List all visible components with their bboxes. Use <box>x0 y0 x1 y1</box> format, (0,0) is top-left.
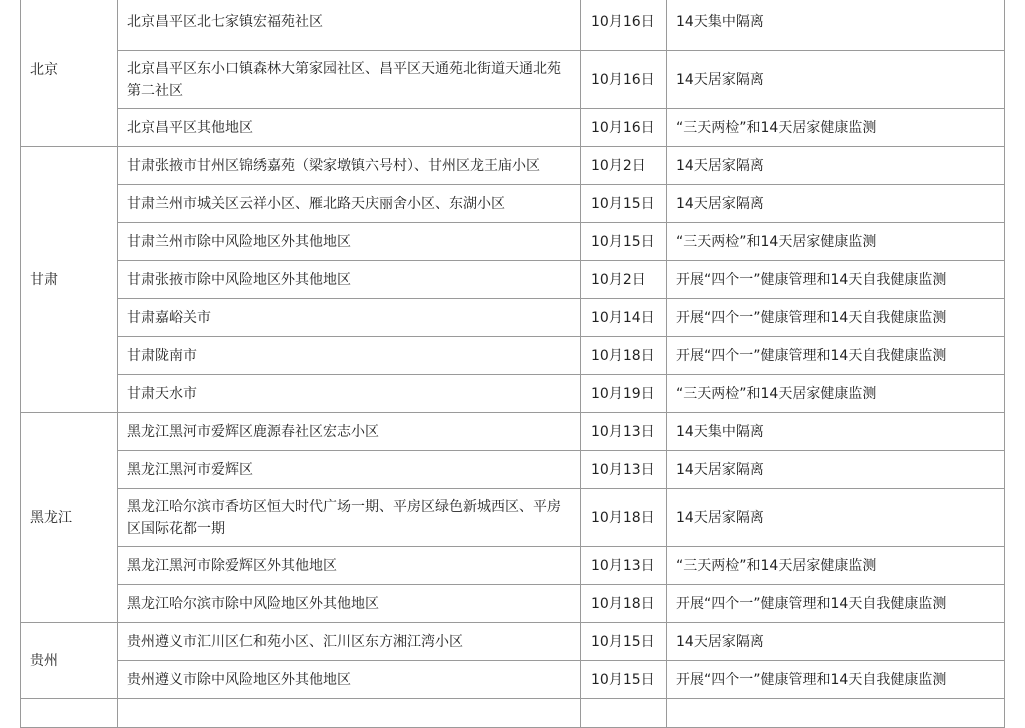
date-cell: 10月16日 <box>581 51 667 109</box>
date-cell: 10月16日 <box>581 109 667 147</box>
area-cell: 北京昌平区东小口镇森林大第家园社区、昌平区天通苑北街道天通北苑第二社区 <box>118 51 581 109</box>
table-row <box>21 147 1005 185</box>
table-row <box>21 413 1005 451</box>
measure-cell: 14天居家隔离 <box>667 147 1005 185</box>
table-row <box>21 0 1005 51</box>
area-cell: 贵州遵义市除中风险地区外其他地区 <box>118 661 581 699</box>
area-cell: 北京昌平区北七家镇宏福苑社区 <box>118 0 581 51</box>
table-row <box>21 299 1005 337</box>
province-cell: 贵州 <box>21 623 118 699</box>
table-row <box>21 337 1005 375</box>
measure-cell: 14天集中隔离 <box>667 0 1005 51</box>
table-row <box>21 223 1005 261</box>
area-cell: 黑龙江哈尔滨市香坊区恒大时代广场一期、平房区绿色新城西区、平房区国际花都一期 <box>118 489 581 547</box>
measure-cell: “三天两检”和14天居家健康监测 <box>667 223 1005 261</box>
area-cell: 黑龙江哈尔滨市除中风险地区外其他地区 <box>118 585 581 623</box>
area-cell: 黑龙江黑河市爱辉区 <box>118 451 581 489</box>
area-cell: 甘肃兰州市城关区云祥小区、雁北路天庆丽舍小区、东湖小区 <box>118 185 581 223</box>
measure-cell: 开展“四个一”健康管理和14天自我健康监测 <box>667 661 1005 699</box>
risk-area-table <box>20 0 1005 728</box>
date-cell: 10月18日 <box>581 585 667 623</box>
province-cell: 黑龙江 <box>21 413 118 623</box>
area-cell: 黑龙江黑河市除爱辉区外其他地区 <box>118 547 581 585</box>
measure-cell: 14天居家隔离 <box>667 185 1005 223</box>
table-row <box>21 109 1005 147</box>
date-cell: 10月15日 <box>581 623 667 661</box>
measure-cell: 14天居家隔离 <box>667 489 1005 547</box>
table-row <box>21 375 1005 413</box>
measure-cell: 开展“四个一”健康管理和14天自我健康监测 <box>667 337 1005 375</box>
date-cell: 10月19日 <box>581 375 667 413</box>
area-cell: 贵州遵义市汇川区仁和苑小区、汇川区东方湘江湾小区 <box>118 623 581 661</box>
date-cell: 10月18日 <box>581 337 667 375</box>
date-cell: 10月14日 <box>581 299 667 337</box>
province-cell: 北京 <box>21 0 118 147</box>
date-cell: 10月13日 <box>581 413 667 451</box>
measure-cell: 开展“四个一”健康管理和14天自我健康监测 <box>667 585 1005 623</box>
date-cell: 10月18日 <box>581 489 667 547</box>
date-cell: 10月15日 <box>581 661 667 699</box>
date-cell: 10月2日 <box>581 261 667 299</box>
area-cell: 甘肃张掖市除中风险地区外其他地区 <box>118 261 581 299</box>
table-row <box>21 623 1005 661</box>
area-cell: 甘肃兰州市除中风险地区外其他地区 <box>118 223 581 261</box>
date-cell: 10月15日 <box>581 223 667 261</box>
area-cell: 甘肃天水市 <box>118 375 581 413</box>
date-cell: 10月13日 <box>581 547 667 585</box>
area-cell: 甘肃嘉峪关市 <box>118 299 581 337</box>
measure-cell: 开展“四个一”健康管理和14天自我健康监测 <box>667 261 1005 299</box>
measure-cell: 14天集中隔离 <box>667 413 1005 451</box>
area-cell: 黑龙江黑河市爱辉区鹿源春社区宏志小区 <box>118 413 581 451</box>
date-cell: 10月15日 <box>581 185 667 223</box>
table-row <box>21 451 1005 489</box>
measure-cell: “三天两检”和14天居家健康监测 <box>667 375 1005 413</box>
date-cell: 10月2日 <box>581 147 667 185</box>
date-cell: 10月16日 <box>581 0 667 51</box>
area-cell: 甘肃陇南市 <box>118 337 581 375</box>
province-cell: 甘肃 <box>21 147 118 413</box>
measure-cell: 14天居家隔离 <box>667 623 1005 661</box>
date-cell: 10月13日 <box>581 451 667 489</box>
table-row <box>21 185 1005 223</box>
measure-cell: 14天居家隔离 <box>667 51 1005 109</box>
area-cell: 甘肃张掖市甘州区锦绣嘉苑（梁家墩镇六号村）、甘州区龙王庙小区 <box>118 147 581 185</box>
table-row <box>21 261 1005 299</box>
measure-cell: “三天两检”和14天居家健康监测 <box>667 547 1005 585</box>
area-cell: 北京昌平区其他地区 <box>118 109 581 147</box>
measure-cell: 开展“四个一”健康管理和14天自我健康监测 <box>667 299 1005 337</box>
table-row <box>21 585 1005 623</box>
table-row <box>21 547 1005 585</box>
risk-area-table-container <box>20 0 1004 728</box>
table-row <box>21 661 1005 699</box>
table-row <box>21 51 1005 109</box>
table-row <box>21 489 1005 547</box>
measure-cell: 14天居家隔离 <box>667 451 1005 489</box>
measure-cell: “三天两检”和14天居家健康监测 <box>667 109 1005 147</box>
